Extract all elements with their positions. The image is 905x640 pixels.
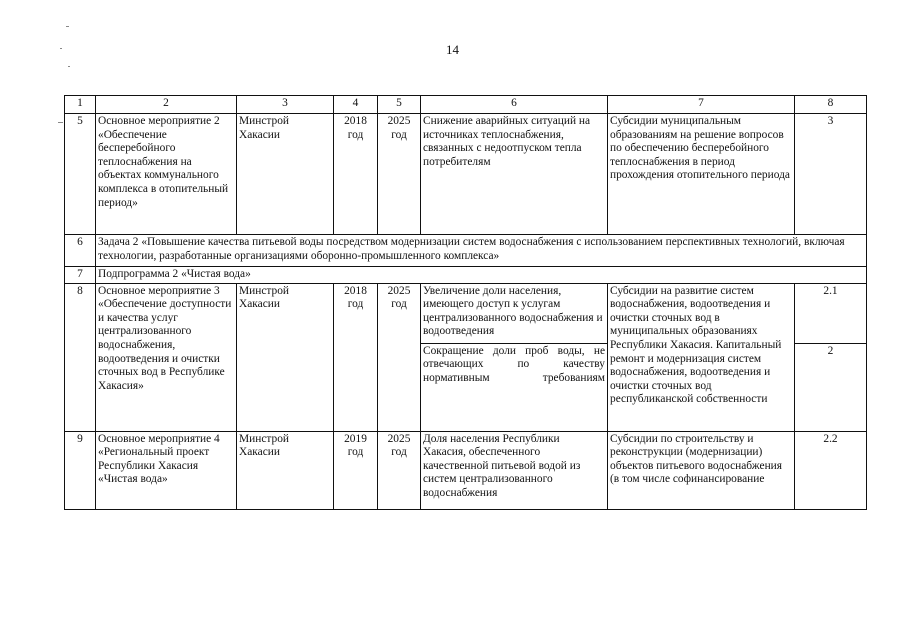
header-col-6: 6: [421, 96, 608, 114]
result-cell: Доля населения Республики Хакасия, обеспеченного качественной питьевой водой из систем централизованного водоснабжения: [421, 431, 608, 509]
page-number: 14: [446, 42, 459, 57]
table-row-6: [65, 235, 867, 267]
header-col-7: 7: [608, 96, 795, 114]
header-col-4: 4: [334, 96, 378, 114]
row-number: 8: [65, 283, 96, 431]
row-number: 9: [65, 431, 96, 509]
header-col-2: 2: [96, 96, 237, 114]
end-year-cell: 2025 год: [378, 431, 421, 509]
indicator-cell: 2.2: [795, 431, 867, 509]
header-row: [65, 96, 867, 114]
start-year-cell: 2018 год: [334, 283, 378, 431]
executor-cell: Минстрой Хакасии: [237, 114, 334, 235]
indicator-cell: 3: [795, 114, 867, 235]
executor-cell: Минстрой Хакасии: [237, 283, 334, 431]
table-row-9: [65, 431, 867, 509]
row-number: 5: [65, 114, 96, 235]
header-col-8: 8: [795, 96, 867, 114]
executor-cell: Минстрой Хакасии: [237, 431, 334, 509]
result-cell-b: Сокращение доли проб воды, не отвечающих по качеству нормативным требованиям: [421, 343, 608, 431]
table-row-7: [65, 267, 867, 284]
measures-cell: Субсидии на развитие систем водоснабжения, водоотведения и очистки сточных вод в муниципальных образованиях Республики Хакасия. Капитальный ремонт и модернизация систем водоснабжения, водоотведения и очистки сточных вод республиканской собственности: [608, 283, 795, 431]
event-cell: Основное мероприятие 2 «Обеспечение бесперебойного теплоснабжения на объектах коммунального комплекса в отопительный период»: [96, 114, 237, 235]
end-year-cell: 2025 год: [378, 283, 421, 431]
header-col-5: 5: [378, 96, 421, 114]
table-row-5: [65, 114, 867, 235]
indicator-cell-b: 2: [795, 343, 867, 431]
end-year-cell: 2025 год: [378, 114, 421, 235]
result-cell: Снижение аварийных ситуаций на источниках теплоснабжения, связанных с недоотпуском тепла потребителям: [421, 114, 608, 235]
row-number: 7: [65, 267, 96, 284]
event-cell: Основное мероприятие 4 «Региональный проект Республики Хакасия «Чистая вода»: [96, 431, 237, 509]
subprogram-heading-cell: Подпрограмма 2 «Чистая вода»: [96, 267, 867, 284]
result-cell-a: Увеличение доли населения, имеющего доступ к услугам централизованного водоснабжения и водоотведения: [421, 283, 608, 343]
table-row-8a: [65, 283, 867, 343]
program-table: [64, 95, 867, 510]
indicator-cell-a: 2.1: [795, 283, 867, 343]
event-cell: Основное мероприятие 3 «Обеспечение доступности и качества услуг централизованного водоснабжения, водоотведения и очистки сточных вод в Республике Хакасия»: [96, 283, 237, 431]
measures-cell: Субсидии муниципальным образованиям на решение вопросов по обеспечению бесперебойного теплоснабжения в период прохождения отопительного периода: [608, 114, 795, 235]
measures-cell: Субсидии по строительству и реконструкции (модернизации) объектов питьевого водоснабжения (в том числе софинансирование: [608, 431, 795, 509]
start-year-cell: 2018 год: [334, 114, 378, 235]
start-year-cell: 2019 год: [334, 431, 378, 509]
header-col-3: 3: [237, 96, 334, 114]
header-col-1: 1: [65, 96, 96, 114]
task-heading-cell: Задача 2 «Повышение качества питьевой воды посредством модернизации систем водоснабжения с использованием перспективных технологий, включая технологии, разработанные организациями оборонно-промышленного комплекса»: [96, 235, 867, 267]
row-number: 6: [65, 235, 96, 267]
